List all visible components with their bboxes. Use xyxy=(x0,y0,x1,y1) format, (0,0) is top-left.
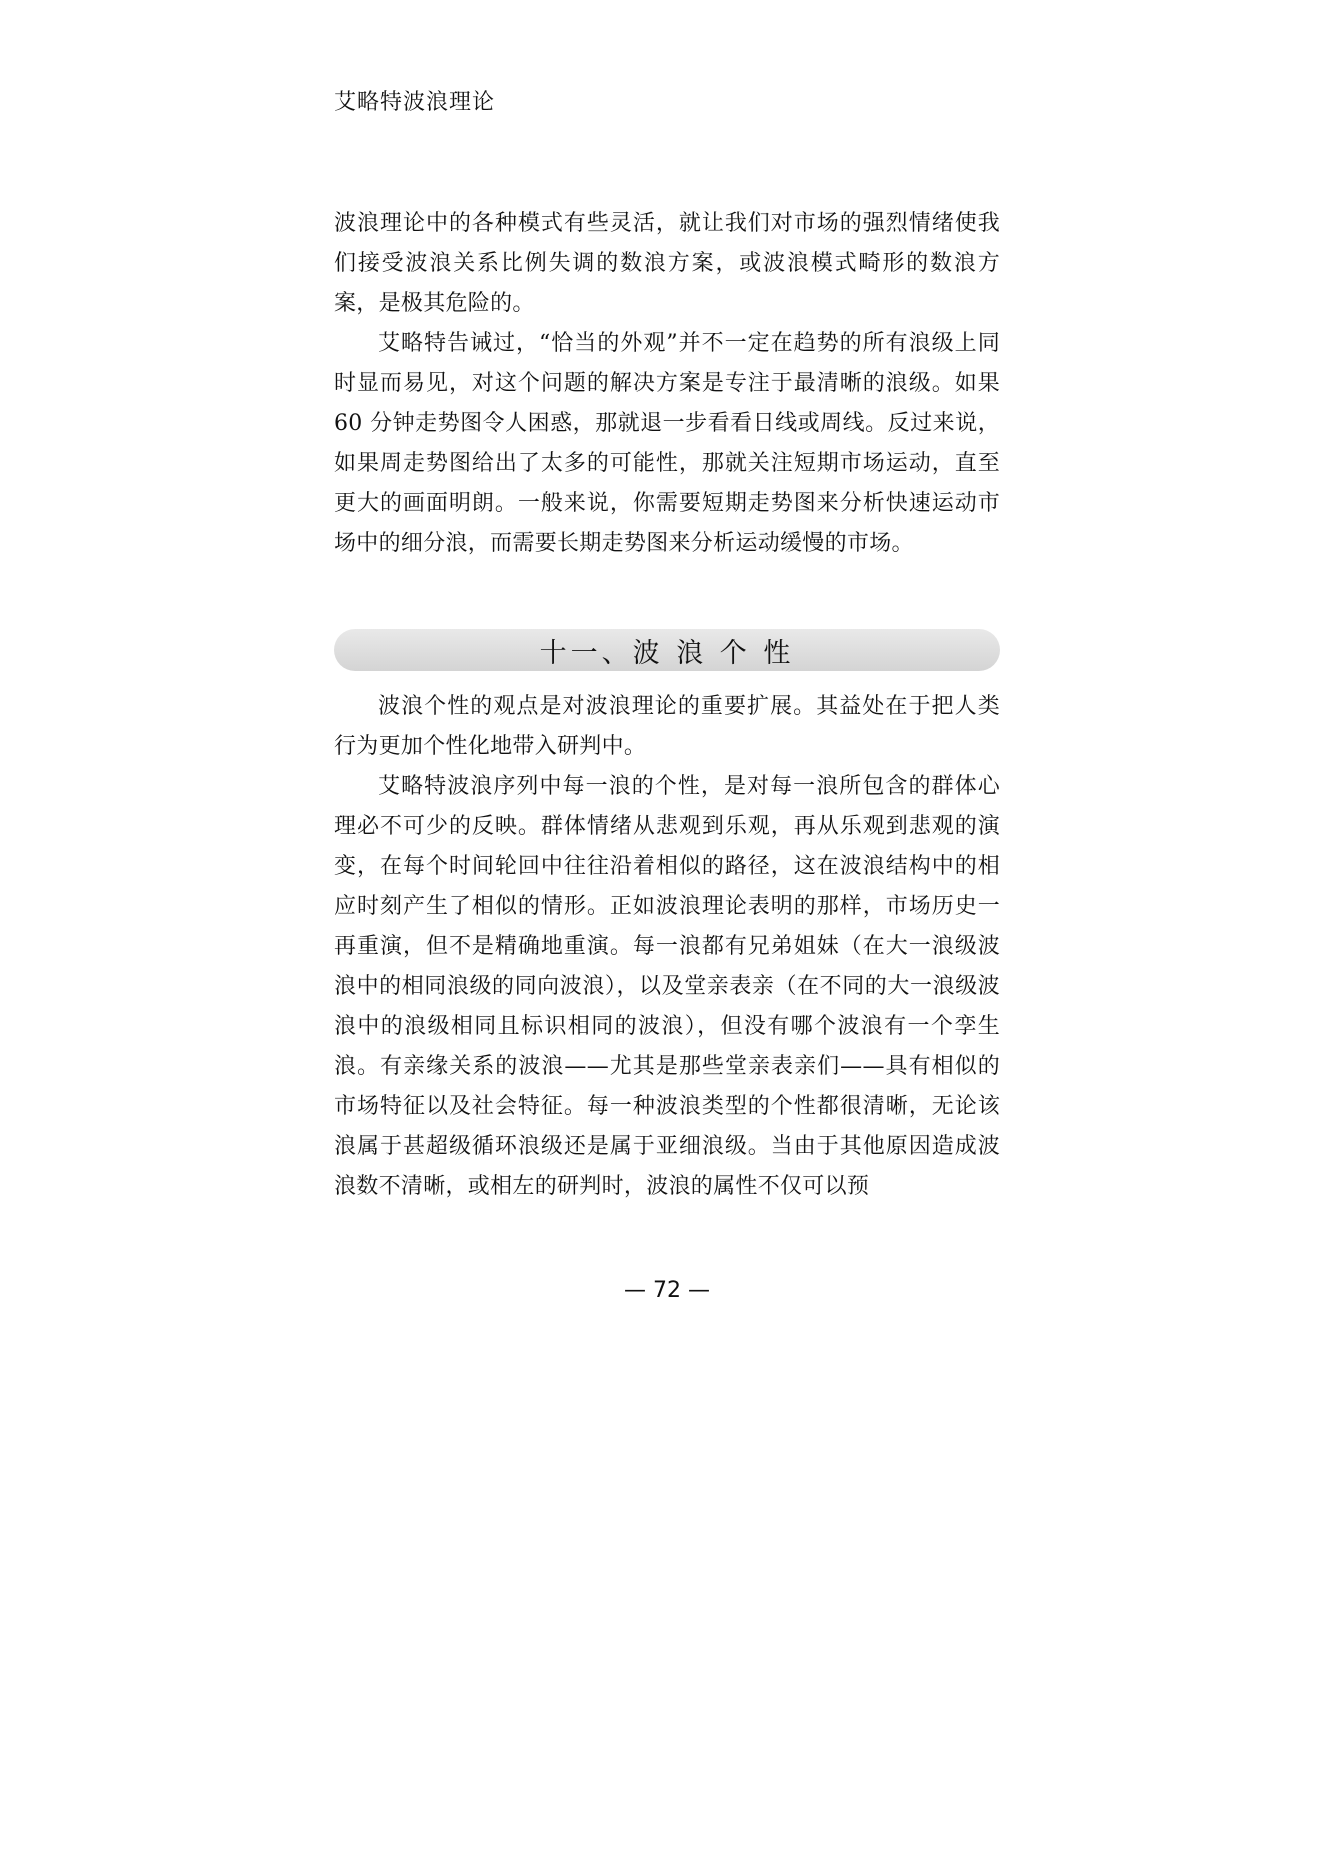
section-heading-title: 十一、波 浪 个 性 xyxy=(539,637,795,669)
running-header: 艾略特波浪理论 xyxy=(334,90,496,115)
page-number: — 72 — xyxy=(624,1278,710,1303)
intro-text-block xyxy=(334,204,1000,564)
paragraph: 波浪个性的观点是对波浪理论的重要扩展。其益处在于把人类行为更加个性化地带入研判中。 xyxy=(334,694,1000,759)
section-text-block xyxy=(334,687,1000,1207)
paragraph: 波浪理论中的各种模式有些灵活，就让我们对市场的强烈情绪使我们接受波浪关系比例失调的数浪方案，或波浪模式畸形的数浪方案，是极其危险的。 xyxy=(334,211,1000,316)
paragraph: 艾略特波浪序列中每一浪的个性，是对每一浪所包含的群体心理必不可少的反映。群体情绪从悲观到乐观，再从乐观到悲观的演变，在每个时间轮回中往往沿着相似的路径，这在波浪结构中的相应时刻产生了相似的情形。正如波浪理论表明的那样，市场历史一再重演，但不是精确地重演。每一浪都有兄弟姐妹（在大一浪级波浪中的相同浪级的同向波浪），以及堂亲表亲（在不同的大一浪级波浪中的浪级相同且标识相同的波浪），但没有哪个波浪有一个孪生浪。有亲缘关系的波浪——尤其是那些堂亲表亲们——具有相似的市场特征以及社会特征。每一种波浪类型的个性都很清晰，无论该浪属于甚超级循环浪级还是属于亚细浪级。当由于其他原因造成波浪数不清晰，或相左的研判时，波浪的属性不仅可以预 xyxy=(334,774,1000,1199)
section-heading xyxy=(334,629,1000,671)
paragraph: 艾略特告诫过，“恰当的外观”并不一定在趋势的所有浪级上同时显而易见，对这个问题的解决方案是专注于最清晰的浪级。如果 60 分钟走势图令人困惑，那就退一步看看日线或周线。反过来说，如果周走势图给出了太多的可能性，那就关注短期市场运动，直至更大的画面明朗。一般来说，你需要短期走势图来分析快速运动市场中的细分浪，而需要长期走势图来分析运动缓慢的市场。 xyxy=(334,331,1000,556)
